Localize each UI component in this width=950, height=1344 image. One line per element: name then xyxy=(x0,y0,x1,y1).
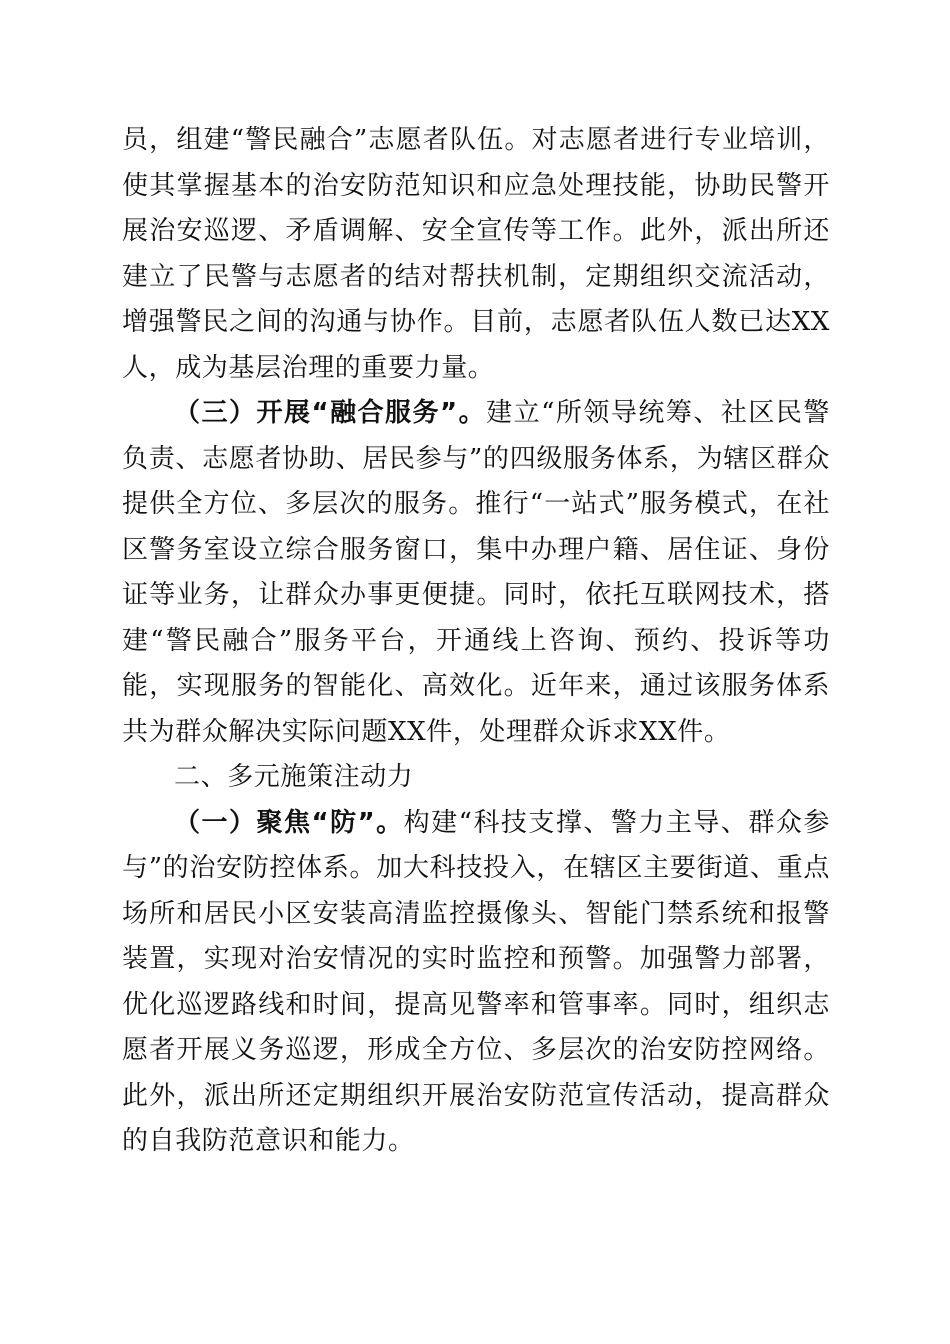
paragraph-text-integrated-service: 建立“所领导统筹、社区民警负责、志愿者协助、居民参与”的四级服务体系，为辖区群众提供全方位、多层次的服务。推行“一站式”服务模式，在社区警务室设立综合服务窗口，集中办理户籍、居住证、身份证等业务，让群众办事更便捷。同时，依托互联网技术，搭建“警民融合”服务平台，开通线上咨询、预约、投诉等功能，实现服务的智能化、高效化。近年来，通过该服务体系共为群众解决实际问题XX件，处理群众诉求XX件。 xyxy=(122,398,830,747)
section-heading-2: 二、多元施策注动力 xyxy=(174,762,414,792)
paragraph-lead-integrated-service: （三）开展“融合服务”。 xyxy=(174,398,487,428)
paragraph-lead-prevention: （一）聚焦“防”。 xyxy=(174,807,404,838)
paragraph-prevention xyxy=(122,801,830,1165)
paragraph-volunteer-team: 员，组建“警民融合”志愿者队伍。对志愿者进行专业培训，使其掌握基本的治安防范知识和应急处理技能，协助民警开展治安巡逻、矛盾调解、安全宣传等工作。此外，派出所还建立了民警与志愿者的结对帮扶机制，定期组织交流活动，增强警民之间的沟通与协作。目前，志愿者队伍人数已达XX人，成为基层治理的重要力量。 xyxy=(122,125,830,383)
paragraph-integrated-service xyxy=(122,391,830,755)
paragraph-text-prevention: 构建“科技支撑、警力主导、群众参与”的治安防控体系。加大科技投入，在辖区主要街道、重点场所和居民小区安装高清监控摄像头、智能门禁系统和报警装置，实现对治安情况的实时监控和预警。加强警力部署，优化巡逻路线和时间，提高见警率和管事率。同时，组织志愿者开展义务巡逻，形成全方位、多层次的治安防控网络。此外，派出所还定期组织开展治安防范宣传活动，提高群众的自我防范意识和能力。 xyxy=(122,807,830,1156)
document-body xyxy=(122,118,830,1165)
